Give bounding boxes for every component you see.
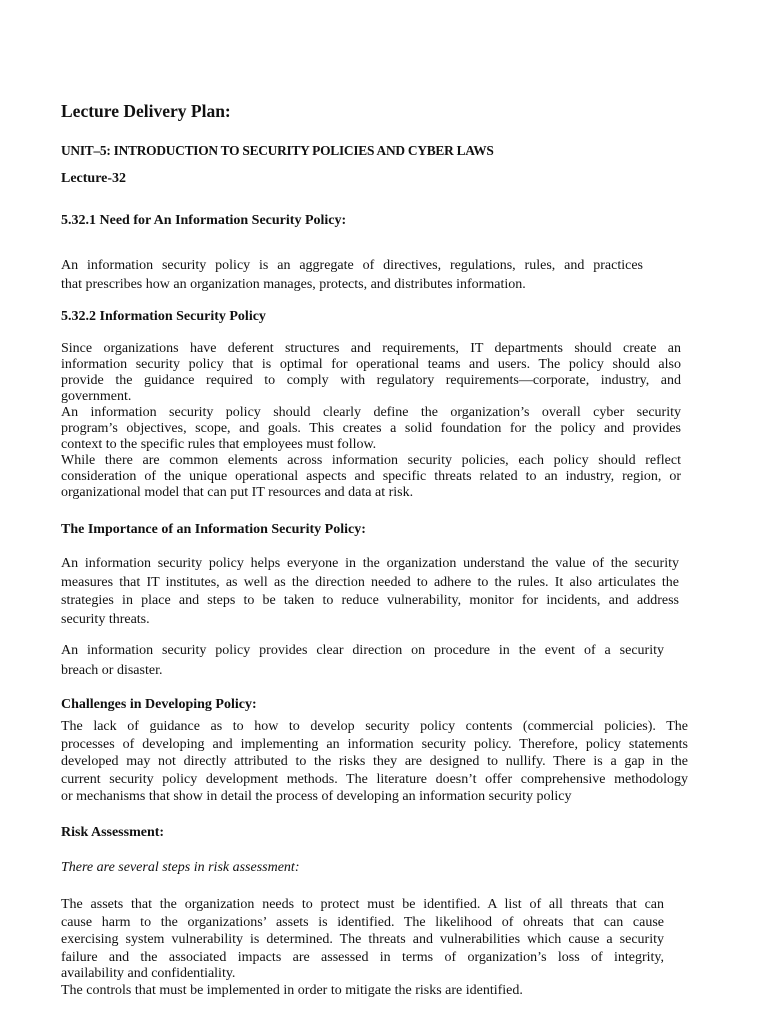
paragraph-line: or mechanisms that show in detail the process of developing an information security policy [61,789,572,804]
paragraph-need-for-policy [61,257,643,294]
paragraph-line: provide the guidance required to comply with regulatory requirements—corporate, industry, and [61,373,681,388]
paragraph-line: developed may not directly attributed to the risks they are designed to nullify. There is a gap in the [61,754,688,769]
paragraph-risk-assessment [61,896,664,1000]
paragraph-line: measures that IT institutes, as well as the direction needed to adhere to the rules. It also articulates the [61,574,679,590]
unit-heading: UNIT–5: INTRODUCTION TO SECURITY POLICIES AND CYBER LAWS [61,143,494,158]
paragraph-line: failure and the associated impacts are assessed in terms of organization’s loss of integrity, [61,949,664,965]
paragraph-line: Since organizations have deferent structures and requirements, IT departments should create an [61,341,681,356]
section-heading-risk-assessment: Risk Assessment: [61,825,165,840]
lecture-label: Lecture-32 [61,171,127,186]
paragraph-importance-2 [61,641,664,681]
paragraph-line: The controls that must be implemented in order to mitigate the risks are identified. [61,983,523,998]
paragraph-line: breach or disaster. [61,663,163,678]
section-heading-importance: The Importance of an Information Security Policy: [61,522,366,537]
paragraph-line: that prescribes how an organization manages, protects, and distributes information. [61,276,526,292]
paragraph-line: government. [61,389,132,404]
paragraph-challenges [61,718,688,806]
paragraph-line: availability and confidentiality. [61,966,236,981]
section-heading-need-for-policy: 5.32.1 Need for An Information Security Policy: [61,213,347,228]
section-heading-challenges: Challenges in Developing Policy: [61,697,257,712]
paragraph-line: An information security policy provides clear direction on procedure in the event of a security [61,643,664,658]
paragraph-line: context to the specific rules that employees must follow. [61,437,377,452]
paragraph-line: consideration of the unique operational aspects and specific threats related to an industry, region, or [61,469,681,484]
paragraph-line: information security policy that is optimal for operational teams and users. The policy should also [61,357,681,372]
paragraph-line: current security policy development methods. The literature doesn’t offer comprehensive methodology [61,771,688,787]
paragraph-line: strategies in place and steps to be taken to reduce vulnerability, monitor for incidents, and address [61,593,679,608]
paragraph-line: An information security policy helps everyone in the organization understand the value of the security [61,556,679,571]
paragraph-importance-1 [61,555,679,629]
paragraph-line: An information security policy is an aggregate of directives, regulations, rules, and practices [61,258,643,273]
paragraph-line: exercising system vulnerability is determined. The threats and vulnerabilities which cause a security [61,932,664,947]
paragraph-info-security-policy [61,341,681,501]
paragraph-line: While there are common elements across information security policies, each policy should reflect [61,453,681,468]
paragraph-line: security threats. [61,611,150,627]
paragraph-line: processes of developing and implementing an information security policy. Therefore, policy statements [61,736,688,752]
paragraph-line: organizational model that can put IT resources and data at risk. [61,485,414,500]
paragraph-line: program’s objectives, scope, and goals. This creates a solid foundation for the policy and provides [61,421,681,436]
paragraph-line: cause harm to the organizations’ assets is identified. The likelihood of ohreats that can cause [61,914,664,930]
paragraph-line: The lack of guidance as to how to develop security policy contents (commercial policies). The [61,719,688,734]
paragraph-line: The assets that the organization needs to protect must be identified. A list of all threats that can [61,897,664,912]
section-heading-info-security-policy: 5.32.2 Information Security Policy [61,309,266,324]
page-title: Lecture Delivery Plan: [61,101,231,121]
paragraph-line: An information security policy should clearly define the organization’s overall cyber security [61,405,681,420]
risk-assessment-intro: There are several steps in risk assessment: [61,860,300,875]
